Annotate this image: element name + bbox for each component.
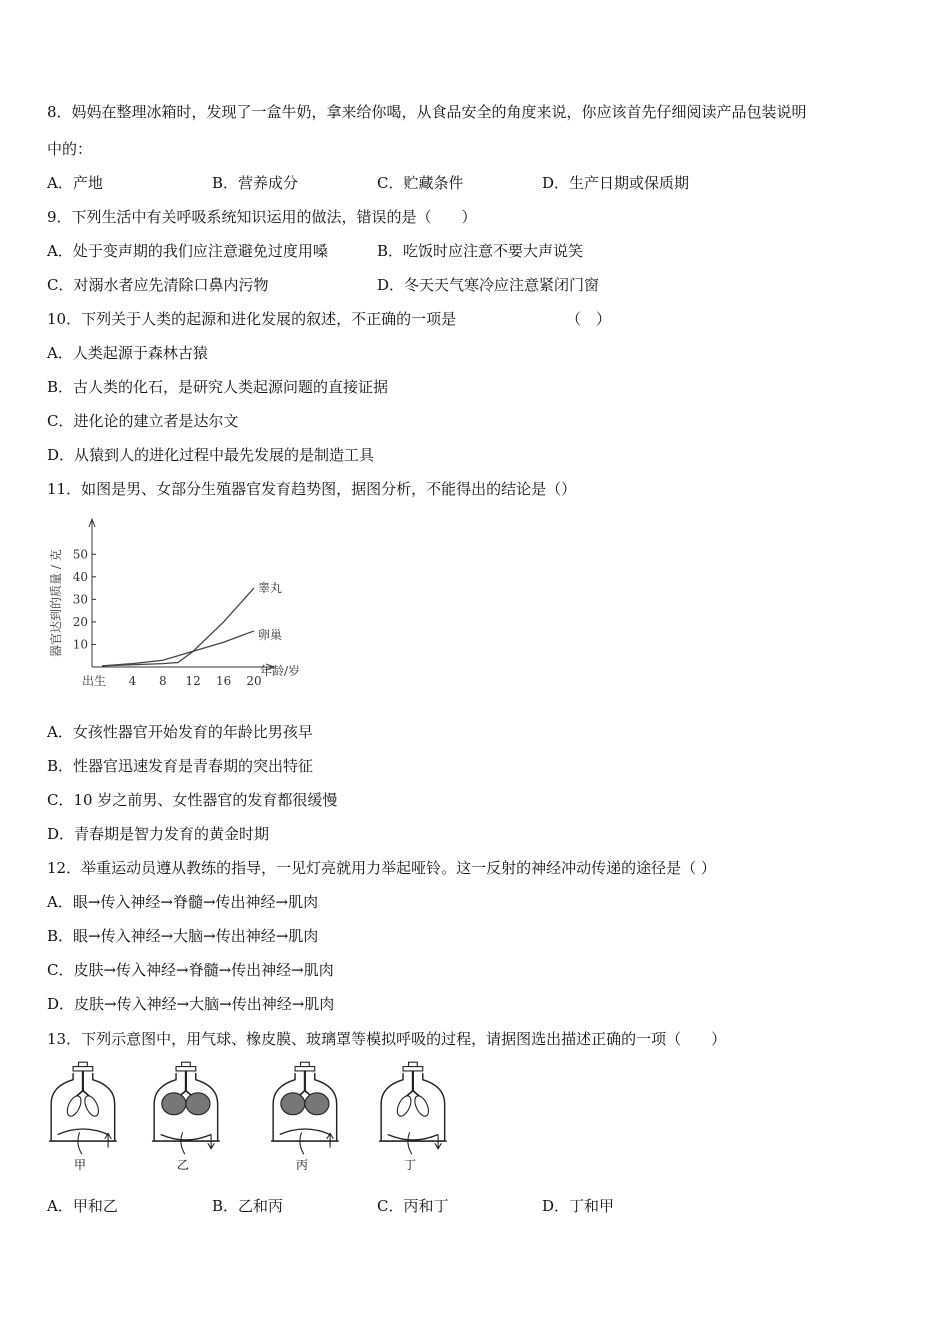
q10-option-d: D．从猿到人的进化过程中最先发展的是制造工具: [47, 446, 375, 464]
chart-series: [102, 588, 254, 666]
bell-jar-label-jia: 甲: [74, 1158, 87, 1172]
q9-option-d: D．冬天天气寒冷应注意紧闭门窗: [377, 276, 600, 294]
bell-jar-label-ding: 丁: [404, 1158, 417, 1172]
q10-option-b: B．古人类的化石，是研究人类起源问题的直接证据: [47, 378, 389, 396]
series-label: 卵巢: [258, 627, 283, 642]
q13-option-a: A．甲和乙: [47, 1197, 118, 1215]
q11-option-b: B．性器官迅速发育是青春期的突出特征: [47, 757, 314, 775]
x-tick-label: 4: [128, 674, 137, 688]
q8-option-b: B．营养成分: [212, 174, 299, 192]
x-tick-label: 8: [158, 674, 167, 688]
q8-option-d: D．生产日期或保质期: [542, 174, 690, 192]
q9-option-a: A．处于变声期的我们应注意避免过度用嗓: [47, 242, 328, 260]
q11-stem: 11．如图是男、女部分生殖器官发育趋势图，据图分析，不能得出的结论是（）: [47, 480, 577, 498]
bell-jar-diagrams: [44, 1060, 464, 1180]
chart-axes: [89, 519, 274, 670]
series-line-ovary: [102, 631, 254, 666]
q9-option-c: C．对溺水者应先清除口鼻内污物: [47, 276, 269, 294]
series-label: 睾丸: [258, 581, 283, 596]
x-tick-label: 12: [185, 674, 201, 688]
q13-option-d: D．丁和甲: [542, 1197, 615, 1215]
x-tick-label: 16: [215, 674, 232, 688]
q10-option-a: A．人类起源于森林古猿: [47, 344, 208, 362]
q11-option-c: C．10 岁之前男、女性器官的发育都很缓慢: [47, 791, 338, 809]
q13-option-c: C．丙和丁: [377, 1197, 449, 1215]
x-tick-label: 出生: [82, 674, 107, 688]
x-axis-title: 年龄/岁: [260, 664, 301, 678]
q8-option-a: A．产地: [47, 174, 103, 192]
chart-labels: [48, 549, 300, 678]
q12-option-d: D．皮肤→传入神经→大脑→传出神经→肌肉: [47, 995, 335, 1013]
q12-stem: 12．举重运动员遵从教练的指导，一见灯亮就用力举起哑铃。这一反射的神经冲动传递的途径是（ ）: [47, 859, 716, 877]
q10-stem: 10．下列关于人类的起源和进化发展的叙述，不正确的一项是: [47, 310, 457, 328]
organ-growth-chart: [40, 505, 301, 695]
q9-option-b: B．吃饭时应注意不要大声说笑: [377, 242, 584, 260]
q11-option-a: A．女孩性器官开始发育的年龄比男孩早: [47, 723, 313, 741]
q12-option-b: B．眼→传入神经→大脑→传出神经→肌肉: [47, 927, 319, 945]
y-tick-label: 20: [72, 614, 88, 629]
q8-stem-line1: 8．妈妈在整理冰箱时，发现了一盒牛奶，拿来给你喝，从食品安全的角度来说，你应该首先仔细阅读产品包装说明: [47, 103, 807, 121]
y-tick-label: 40: [72, 569, 88, 584]
q13-option-b: B．乙和丙: [212, 1197, 284, 1215]
q12-option-a: A．眼→传入神经→脊髓→传出神经→肌肉: [47, 893, 319, 911]
y-tick-label: 10: [72, 637, 88, 652]
q12-option-c: C．皮肤→传入神经→脊髓→传出神经→肌肉: [47, 961, 334, 979]
y-axis-title: 器官达到的质量 / 克: [49, 549, 63, 657]
q8-option-c: C．贮藏条件: [377, 174, 464, 192]
bell-jar-label-bing: 丙: [296, 1158, 309, 1172]
q10-bracket: （ ）: [566, 310, 612, 328]
y-tick-label: 30: [72, 592, 88, 607]
q9-stem: 9．下列生活中有关呼吸系统知识运用的做法，错误的是（ ）: [47, 208, 477, 226]
q11-option-d: D．青春期是智力发育的黄金时期: [47, 825, 270, 843]
q8-stem-line2: 中的：: [47, 140, 93, 158]
q13-stem: 13．下列示意图中，用气球、橡皮膜、玻璃罩等模拟呼吸的过程，请据图选出描述正确的一项（ ）: [47, 1030, 727, 1048]
y-tick-label: 50: [72, 547, 88, 562]
x-tick-label: 20: [246, 674, 262, 688]
bell-jar-label-yi: 乙: [177, 1158, 190, 1172]
series-line-testis: [102, 588, 254, 666]
q10-option-c: C．进化论的建立者是达尔文: [47, 412, 239, 430]
